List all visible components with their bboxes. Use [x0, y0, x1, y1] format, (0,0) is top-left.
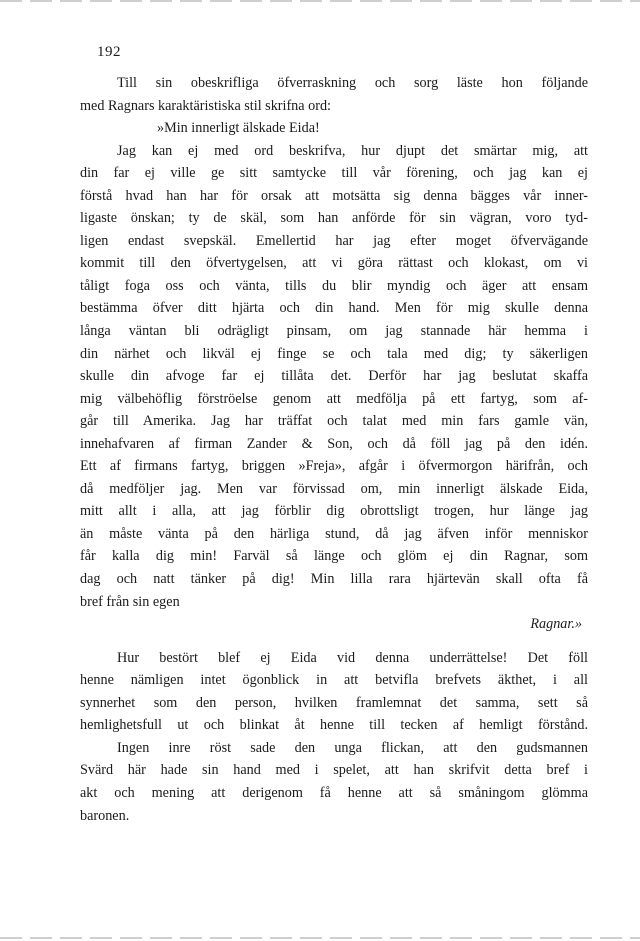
text-line: får kalla dig min! Farväl så länge och glöm ej din Ragnar, som: [80, 548, 588, 565]
text-line: tåligt foga oss och vänta, tills du blir myndig och äger att ensam: [80, 277, 588, 294]
text-line: din närhet och likväl ej finge se och tala med dig; ty säkerligen: [80, 345, 588, 362]
text-line: Till sin obeskrifliga öfverraskning och sorg läste hon följande: [117, 75, 588, 91]
text-line: än måste vänta på den härliga stund, då jag äfven inför menniskor: [80, 525, 588, 542]
text-line: Ingen inre röst sade den unga flickan, att den gudsmannen: [117, 739, 588, 756]
text-line: dag och natt tänker på dig! Min lilla rara hjärtevän skall ofta få: [80, 571, 588, 588]
text-line: då medföljer jag. Men var förvissad om, min innerligt älskade Eida,: [80, 480, 588, 497]
text-line: bestämma öfver ditt hjärta och din hand. Men för mig skulle denna: [80, 300, 588, 317]
text-line: förstå hvad han har för orsak att motsätta sig denna bägges vår inner-: [80, 187, 588, 204]
scan-edge-bottom: [0, 937, 640, 939]
text-line: akt och mening att derigenom få henne att så småningom glömma: [80, 784, 588, 801]
text-line: Ett af firmans fartyg, briggen »Freja», afgår i öfvermorgon härifrån, och: [80, 458, 588, 475]
text-line: ligaste önskan; ty de skäl, som han anförde för sin vägran, voro tyd-: [80, 210, 588, 227]
text-line: mig välbehöflig förströelse genom att medfölja på ett fartyg, som af-: [80, 390, 588, 407]
text-line: Jag kan ej med ord beskrifva, hur djupt det smärtar mig, att: [117, 142, 588, 159]
text-line: din far ej ville ge sitt samtycke till vår förening, och jag kan ej: [80, 165, 588, 182]
text-line: »Min innerligt älskade Eida!: [157, 120, 320, 137]
text-line: går till Amerika. Jag har träffat och talat med min fars gamle vän,: [80, 413, 588, 430]
text-line: långa väntan bli odrägligt pinsam, om jag stannade här hemma i: [80, 323, 588, 340]
text-line: bref från sin egen: [80, 593, 180, 610]
text-line: henne nämligen intet ögonblick in att betvifla brefvets äkthet, i all: [80, 672, 588, 689]
text-line: Svärd här hade sin hand med i spelet, att han skrifvit detta bref i: [80, 762, 588, 779]
scan-edge-top: [0, 0, 640, 2]
text-line: synnerhet som den person, hvilken framlemnat det samma, sett så: [80, 694, 588, 711]
paragraph-gap: [80, 636, 588, 647]
text-line: Hur bestört blef ej Eida vid denna underrättelse! Det föll: [117, 649, 588, 666]
text-line: innehafvaren af firman Zander & Son, och då föll jag på den idén.: [80, 435, 588, 452]
letter-signature: Ragnar.»: [530, 616, 582, 633]
text-line: kommit till den öfvertygelsen, att vi göra rättast och klokast, om vi: [80, 255, 588, 272]
text-line: ligen endast svepskäl. Emellertid har jag efter moget öfvervägande: [80, 232, 588, 249]
text-line: mitt allt i alla, att jag förblir dig obrottsligt trogen, hur länge jag: [80, 503, 588, 520]
body-text: [80, 72, 588, 827]
text-line: med Ragnars karaktäristiska stil skrifna ord:: [80, 97, 331, 114]
text-line: hemlighetsfull ut och blinkat åt henne till tecken af hemligt förstånd.: [80, 717, 588, 734]
page-number: 192: [97, 44, 121, 60]
text-line: baronen.: [80, 807, 130, 824]
text-line: skulle din afvoge far ej tillåta det. Derför har jag beslutat skaffa: [80, 368, 588, 385]
